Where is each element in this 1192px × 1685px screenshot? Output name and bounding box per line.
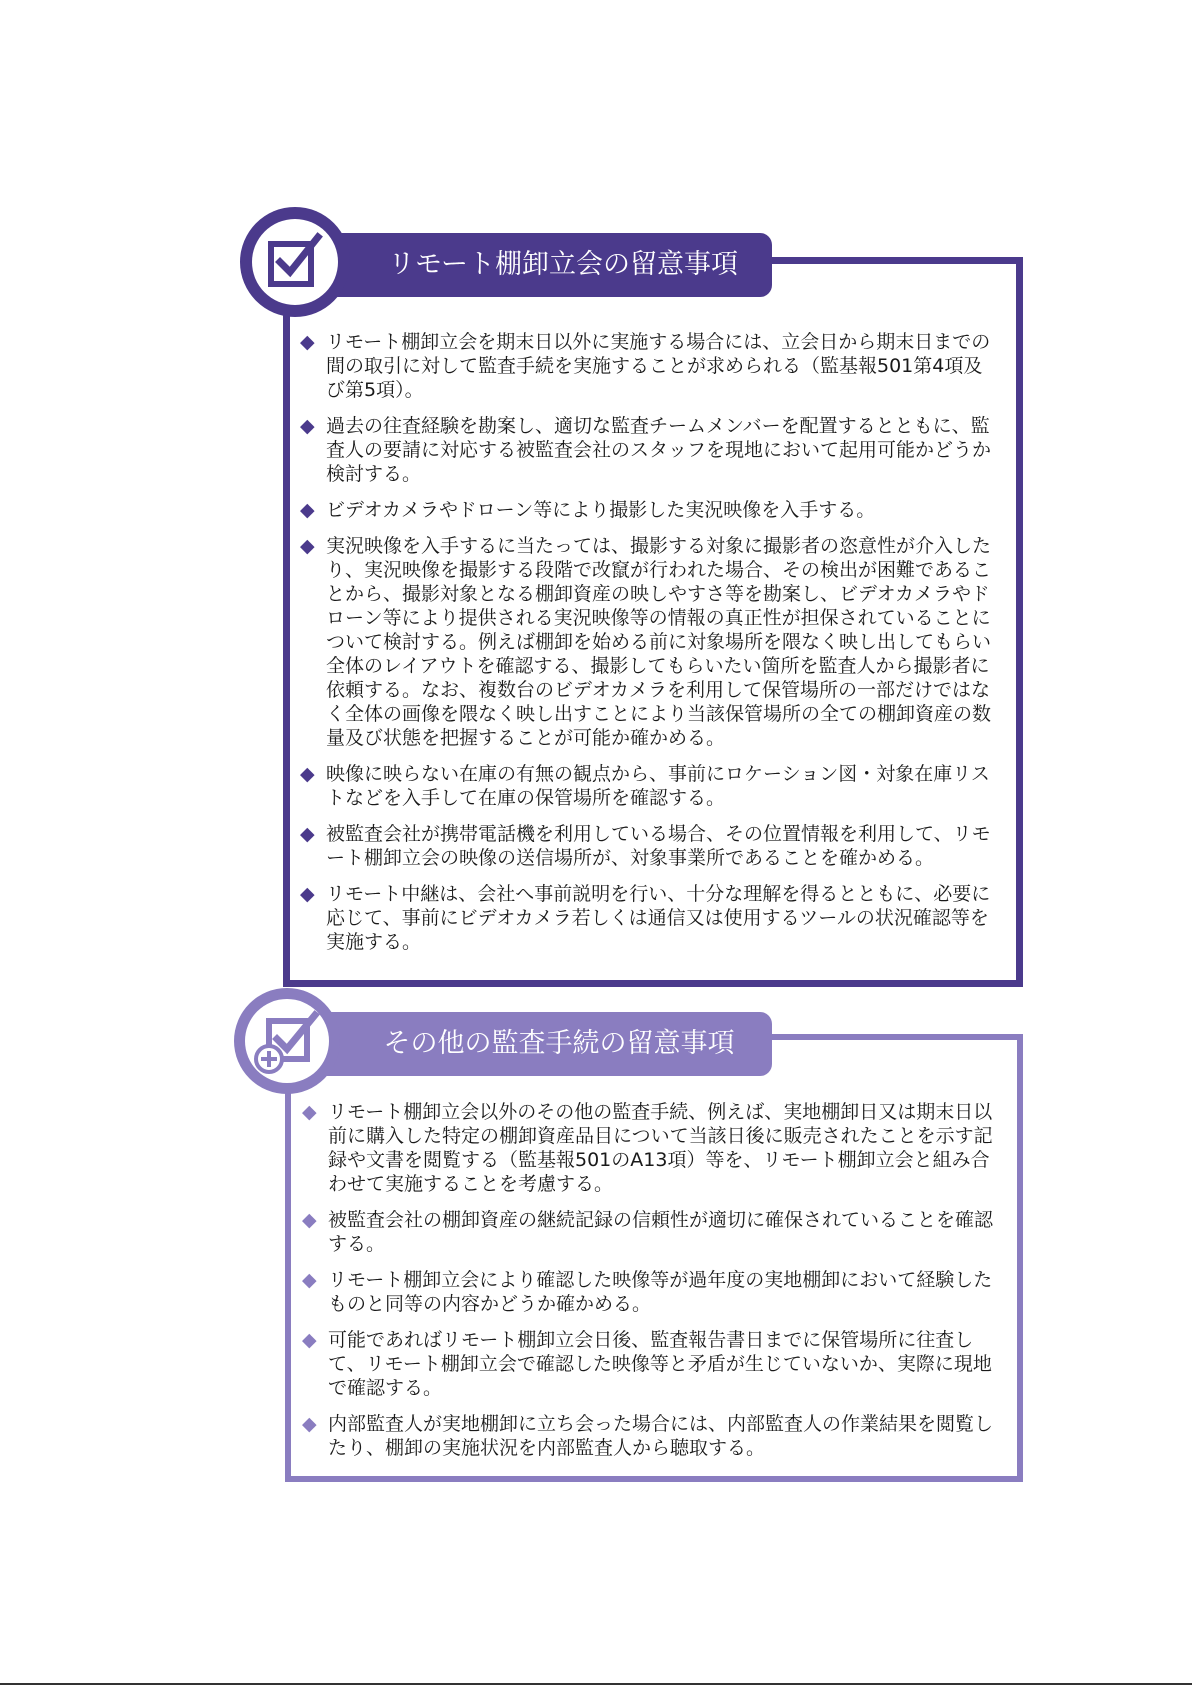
- diamond-bullet-icon: ◆: [302, 1329, 317, 1351]
- diamond-bullet-icon: ◆: [300, 763, 315, 785]
- checkbox-plus-icon: [253, 1007, 321, 1075]
- diamond-bullet-icon: ◆: [300, 883, 315, 905]
- section-badge: [234, 988, 340, 1094]
- diamond-bullet-icon: ◆: [302, 1413, 317, 1435]
- diamond-bullet-icon: ◆: [300, 823, 315, 845]
- diamond-bullet-icon: ◆: [302, 1209, 317, 1231]
- notes-list: [302, 1100, 1002, 1472]
- list-item: ◆ 被監査会社が携帯電話機を利用している場合、その位置情報を利用して、リモート棚卸立会の映像の送信場所が、対象事業所であることを確かめる。: [300, 823, 991, 869]
- diamond-bullet-icon: ◆: [302, 1269, 317, 1291]
- diamond-bullet-icon: ◆: [300, 535, 315, 557]
- section-other-audit-procedures: [234, 988, 1026, 1498]
- list-item: ◆ 被監査会社の棚卸資産の継続記録の信頼性が適切に確保されていることを確認する。: [302, 1209, 994, 1255]
- list-item: ◆ 過去の往査経験を勘案し、適切な監査チームメンバーを配置するとともに、監査人の要請に対応する被監査会社のスタッフを現地において起用可能かどうか検討する。: [300, 415, 992, 485]
- checkbox-icon: [266, 231, 324, 291]
- list-item: ◆ 可能であればリモート棚卸立会日後、監査報告書日までに保管場所に往査して、リモート棚卸立会で確認した映像等と矛盾が生じていないか、実際に現地で確認する。: [302, 1329, 992, 1399]
- list-item: ◆ 実況映像を入手するに当たっては、撮影する対象に撮影者の恣意性が介入したり、実況映像を撮影する段階で改竄が行われた場合、その検出が困難であることから、撮影対象となる棚卸資産の映しやすさ等を勘案し、ビデオカメラやドローン等により提供される実況映像等の情報の真正性が担保されていることについて検討する。例えば棚卸を始める前に対象場所を隈なく映し出してもらい全体のレイアウトを確認する、撮影してもらいたい箇所を監査人から撮影者に依頼する。なお、複数台のビデオカメラを利用して保管場所の一部だけではなく全体の画像を隈なく映し出すことにより当該保管場所の全ての棚卸資産の数量及び状態を把握することが可能か確かめる。: [300, 535, 992, 749]
- notes-list: [300, 330, 1000, 966]
- list-item: ◆ 内部監査人が実地棚卸に立ち会った場合には、内部監査人の作業結果を閲覧したり、棚卸の実施状況を内部監査人から聴取する。: [302, 1413, 994, 1459]
- section-title: その他の監査手続の留意事項: [383, 1028, 735, 1059]
- section-badge: [240, 207, 350, 317]
- section-remote-stocktake-notes: [238, 205, 1023, 985]
- section-title: リモート棚卸立会の留意事項: [388, 249, 738, 280]
- list-item: ◆ リモート中継は、会社へ事前説明を行い、十分な理解を得るとともに、必要に応じて、事前にビデオカメラ若しくは通信又は使用するツールの状況確認等を実施する。: [300, 883, 991, 953]
- diamond-bullet-icon: ◆: [300, 499, 315, 521]
- list-item: ◆ 映像に映らない在庫の有無の観点から、事前にロケーション図・対象在庫リストなどを入手して在庫の保管場所を確認する。: [300, 763, 990, 809]
- diamond-bullet-icon: ◆: [300, 331, 315, 353]
- section-title-bar: [310, 1012, 772, 1076]
- list-item: ◆ リモート棚卸立会を期末日以外に実施する場合には、立会日から期末日までの間の取引に対して監査手続を実施することが求められる（監基報501第4項及び第5項）。: [300, 331, 991, 401]
- diamond-bullet-icon: ◆: [300, 415, 315, 437]
- diamond-bullet-icon: ◆: [302, 1101, 317, 1123]
- list-item: ◆ リモート棚卸立会以外のその他の監査手続、例えば、実地棚卸日又は期末日以前に購入した特定の棚卸資産品目について当該日後に販売されたことを示す記録や文書を閲覧する（監基報501のA13項）等を、リモート棚卸立会と組み合わせて実施することを考慮する。: [302, 1101, 993, 1195]
- section-title-bar: [312, 233, 772, 297]
- list-item: ◆ リモート棚卸立会により確認した映像等が過年度の実地棚卸において経験したものと同等の内容かどうか確かめる。: [302, 1269, 993, 1315]
- list-item: ◆ ビデオカメラやドローン等により撮影した実況映像を入手する。: [300, 499, 876, 521]
